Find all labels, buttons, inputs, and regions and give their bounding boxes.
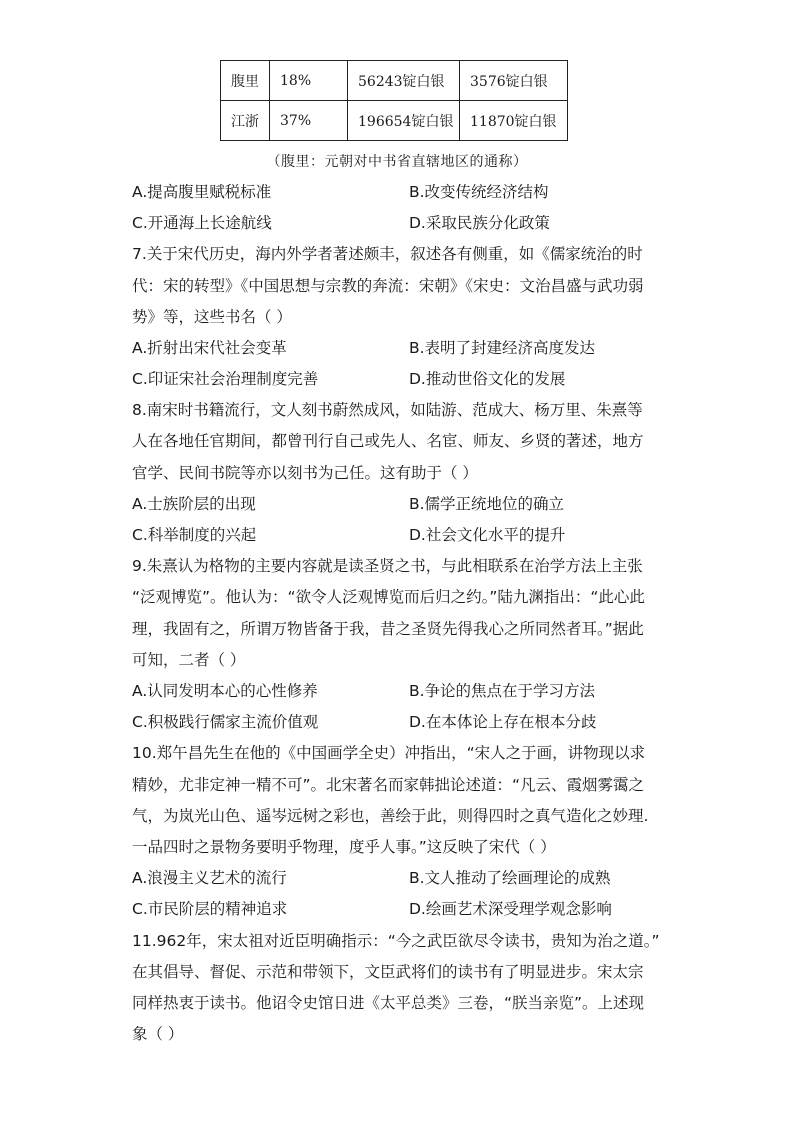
- table-cell: 3576锭白银: [460, 61, 568, 101]
- table-cell: 腹里: [221, 61, 270, 101]
- q9-stem-line: “泛观博览”。他认为：“欲令人泛观博览而后归之约。”陆九渊指出：“此心此: [132, 588, 645, 606]
- q9-stem-line: 理，我固有之，所谓万物皆备于我，昔之圣贤先得我心之所同然者耳。”据此: [132, 620, 644, 638]
- table-cell: 196654锭白银: [348, 101, 460, 141]
- q10-option-c: C.市民阶层的精神追求: [132, 900, 288, 918]
- q8-option-d: D.社会文化水平的提升: [409, 526, 566, 544]
- q8-option-c: C.科举制度的兴起: [132, 526, 257, 544]
- q6-option-a: A.提高腹里赋税标准: [132, 183, 272, 201]
- q7-option-b: B.表明了封建经济高度发达: [409, 339, 596, 357]
- table-row: [221, 101, 568, 141]
- q8-option-b: B.儒学正统地位的确立: [409, 495, 565, 513]
- q10-option-b: B.文人推动了绘画理论的成熟: [409, 869, 611, 887]
- q10-stem-line: 精妙，尤非定神一精不可”。北宋著名而家韩拙论述道：“凡云、霞烟雾霭之: [132, 776, 645, 794]
- table-cell: 江浙: [221, 101, 270, 141]
- q10-stem-line: 10.郑午昌先生在他的《中国画学全史）冲指出，“宋人之于画，讲物现以求: [132, 744, 646, 762]
- tax-table: [220, 60, 568, 141]
- q6-option-d: D.采取民族分化政策: [409, 214, 550, 232]
- q7-stem-line: 7.关于宋代历史，海内外学者著述颇丰，叙述各有侧重，如《儒家统治的时: [132, 245, 643, 263]
- q8-option-a: A.士族阶层的出现: [132, 495, 256, 513]
- table-cell: 18%: [270, 61, 348, 101]
- q8-stem-line: 8.南宋时书籍流行，文人刻书蔚然成风，如陆游、范成大、杨万里、朱熹等: [132, 401, 643, 419]
- q6-option-b: B.改变传统经济结构: [409, 183, 549, 201]
- q6-option-c: C.开通海上长途航线: [132, 214, 272, 232]
- q7-option-c: C.印证宋社会治理制度完善: [132, 370, 319, 388]
- q11-stem-line: 象（ ）: [132, 1025, 184, 1043]
- q9-option-d: D.在本体论上存在根本分歧: [409, 713, 597, 731]
- table-row: [221, 61, 568, 101]
- table-cell: 56243锭白银: [348, 61, 460, 101]
- q11-stem-line: 同样热衷于读书。他诏令史馆日进《太平总类》三卷，“朕当亲览”。上述现: [132, 994, 645, 1012]
- q7-option-a: A.折射出宋代社会变革: [132, 339, 287, 357]
- q9-stem-line: 9.朱熹认为格物的主要内容就是读圣贤之书，与此相联系在治学方法上主张: [132, 557, 643, 575]
- q8-stem-line: 人在各地任官期间，都曾刊行自己或先人、名宦、师友、乡贤的著述，地方: [132, 432, 644, 450]
- q9-option-b: B.争论的焦点在于学习方法: [409, 682, 596, 700]
- q9-stem-line: 可知，二者（ ）: [132, 651, 246, 669]
- q11-stem-line: 在其倡导、督促、示范和带领下，文臣武将们的读书有了明显进步。宋太宗: [132, 963, 644, 981]
- q10-stem-line: 一品四时之景物务要明乎物理，度乎人事。”这反映了宋代（ ）: [132, 838, 556, 856]
- q7-option-d: D.推动世俗文化的发展: [409, 370, 566, 388]
- table-cell: 37%: [270, 101, 348, 141]
- q7-stem-line: 代：宋的转型》《中国思想与宗教的奔流：宋朝》《宋史：文治昌盛与武功弱: [132, 277, 644, 295]
- q11-stem-line: 11.962年，宋太祖对近臣明确指示：“今之武臣欲尽令读书，贵知为治之道。”: [132, 932, 660, 950]
- table-caption: （腹里：元朝对中书省直辖地区的通称）: [266, 154, 528, 170]
- q10-option-d: D.绘画艺术深受理学观念影响: [409, 900, 612, 918]
- q7-stem-line: 势》等，这些书名（ ）: [132, 308, 292, 326]
- q10-stem-line: 气，为岚光山色、遥岑远树之彩也，善绘于此，则得四时之真气造化之妙理.: [132, 807, 649, 825]
- q9-option-a: A.认同发明本心的心性修养: [132, 682, 318, 700]
- q10-option-a: A.浪漫主义艺术的流行: [132, 869, 287, 887]
- table-cell: 11870锭白银: [460, 101, 568, 141]
- q8-stem-line: 官学、民间书院等亦以刻书为己任。这有助于（ ）: [132, 464, 478, 482]
- q9-option-c: C.积极践行儒家主流价值观: [132, 713, 319, 731]
